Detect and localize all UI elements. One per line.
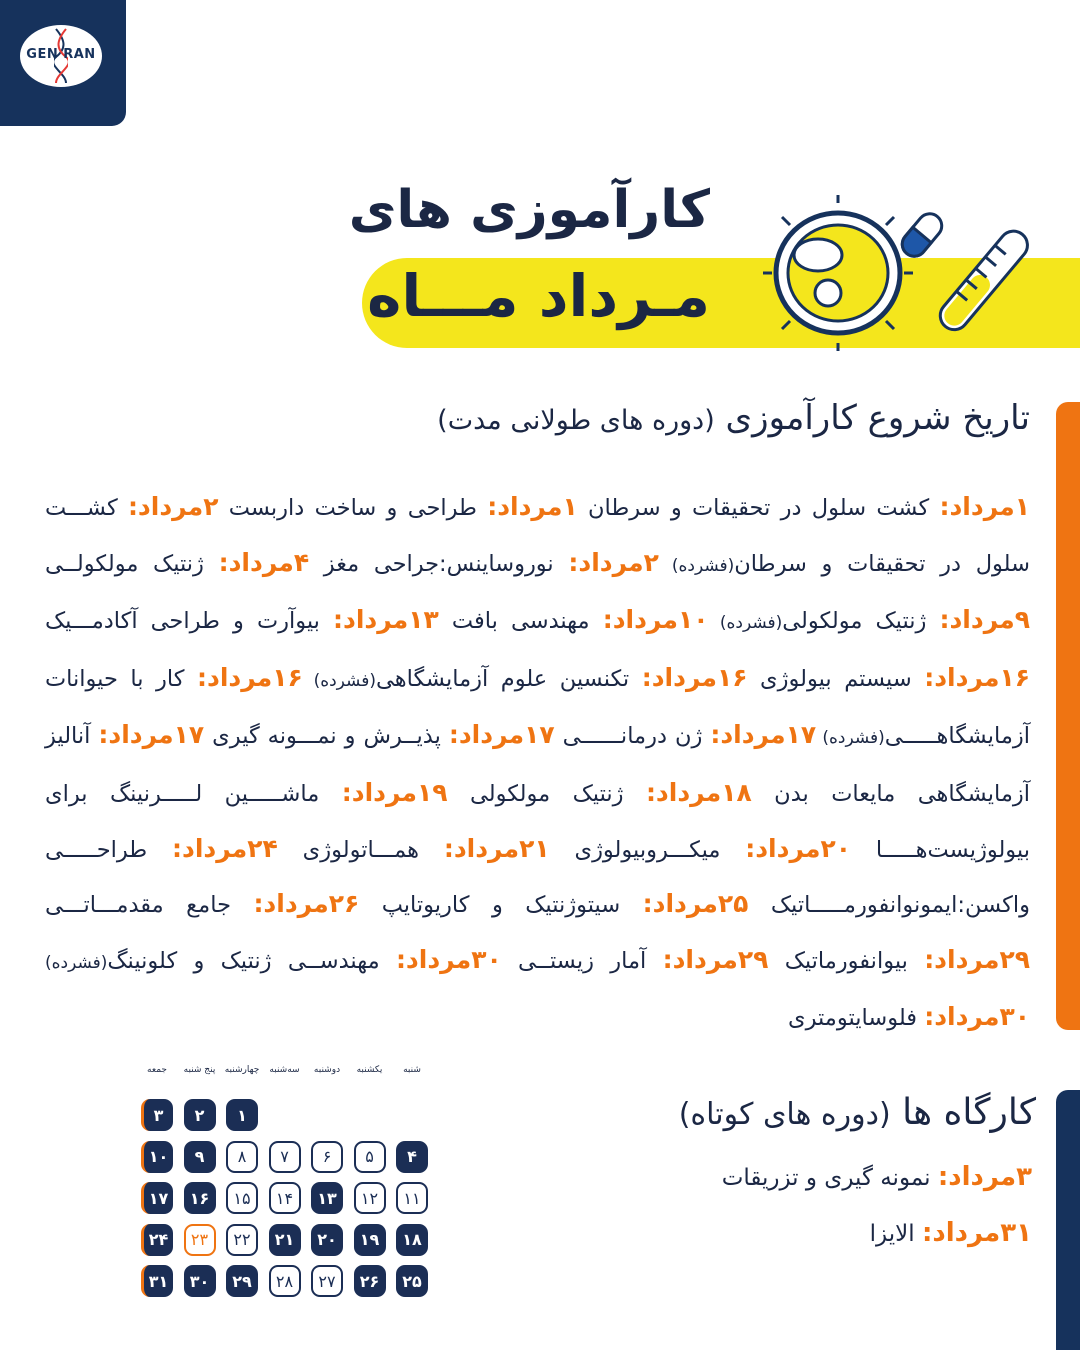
course-schedule-paragraph — [45, 480, 1030, 1046]
calendar-day: ۱۱ — [396, 1182, 428, 1214]
course-date: ۲۱مرداد: — [443, 833, 550, 863]
course-name: بیوانفورماتیک — [768, 947, 925, 974]
test-tube-icon — [935, 225, 1034, 335]
calendar-day: ۲۹ — [226, 1265, 258, 1297]
accent-bar-orange — [1056, 402, 1080, 1030]
course-name: بیوآرت و طراحی آکادمـــیک — [45, 608, 334, 635]
course-name: تکنسین علوم آزمایشگاهی — [376, 665, 642, 692]
course-name: ماشـــــین لـــــرنینگ برای بیولوژیست‌هـــــا — [45, 780, 1030, 863]
lab-illustration-icon — [760, 195, 1060, 355]
course-date: ۲مرداد: — [568, 547, 659, 577]
page-title-line2: مـرداد مـــاه — [367, 262, 710, 330]
course-note: (فشرده) — [302, 670, 376, 691]
calendar-day: ۱۲ — [354, 1182, 386, 1214]
calendar-weekday: یکشنبه — [356, 1065, 383, 1075]
calendar-day: ۲۵ — [396, 1265, 428, 1297]
logo-badge — [20, 25, 102, 87]
course-name: پذیــرش و نمـــونه گیری — [204, 723, 449, 750]
calendar-day: ۱ — [226, 1099, 258, 1131]
calendar-day: ۲۳ — [184, 1224, 216, 1256]
calendar-day: ۲۲ — [226, 1224, 258, 1256]
course-name: کشت سلول در تحقیقات و سرطان — [577, 495, 940, 521]
calendar-weekday: جمعه — [147, 1065, 167, 1075]
course-name: همـــاتولوژی — [277, 836, 444, 863]
section-subtitle: (دوره های کوتاه) — [678, 1097, 891, 1132]
calendar-day: ۱۹ — [354, 1224, 386, 1256]
course-name: کشـــت سلول در تحقیقات و سرطان — [45, 495, 1030, 577]
course-name: طراحی و ساخت داربست — [218, 495, 488, 521]
course-date: ۱۶مرداد: — [924, 662, 1031, 692]
calendar-day: ۱۷ — [141, 1182, 173, 1214]
course-name: آمار زیستــی — [501, 947, 663, 974]
course-name: کار با حیوانات آزمایشگاهـــــی — [45, 665, 1030, 750]
month-calendar — [140, 1065, 440, 1315]
course-date: ۱۳مرداد: — [333, 605, 439, 635]
course-name: آنالیز آزمایشگاهی مایعات بدن — [45, 723, 1031, 807]
calendar-day: ۲۰ — [311, 1224, 343, 1256]
calendar-day: ۱۳ — [311, 1182, 343, 1214]
course-name: ژنتیک مولکولی — [782, 608, 940, 635]
calendar-weekday: دوشنبه — [313, 1065, 341, 1075]
page-title-line1: کارآموزی های — [348, 180, 710, 240]
workshop-date: ۳۱مرداد: — [921, 1218, 1032, 1248]
course-name: ژن درمانــــــی — [554, 723, 711, 750]
calendar-weekday: چهارشنبه — [224, 1065, 260, 1075]
calendar-day: ۱۸ — [396, 1224, 428, 1256]
course-name: مهندسی بافت — [438, 608, 603, 635]
course-note: (فشرده) — [45, 952, 108, 973]
capsule-icon — [897, 209, 946, 261]
calendar-day: ۲۱ — [269, 1224, 301, 1256]
course-date: ۲۰مرداد: — [745, 833, 852, 863]
course-note: (فشرده) — [658, 555, 735, 576]
course-date: ۱مرداد: — [939, 492, 1030, 521]
course-name: میکـــروبیولوژی — [549, 836, 746, 863]
bacteria-icon — [763, 195, 913, 351]
course-name: فلوسایتومتری — [787, 1005, 925, 1032]
calendar-day: ۹ — [184, 1141, 216, 1173]
course-date: ۲۹مرداد: — [924, 944, 1030, 974]
workshop-item — [870, 1218, 1032, 1248]
calendar-day: ۷ — [269, 1141, 301, 1173]
course-date: ۲مرداد: — [127, 492, 219, 521]
course-date: ۱۶مرداد: — [641, 662, 748, 692]
course-date: ۳۰مرداد: — [395, 944, 502, 974]
section-title-text: کارگاه ها — [902, 1092, 1036, 1133]
calendar-weekday: سه‌شنبه — [269, 1065, 300, 1075]
section-subtitle: (دوره های طولانی مدت) — [437, 405, 715, 436]
section-title-text: تاریخ شروع کارآموزی — [725, 398, 1030, 438]
calendar-day: ۲۴ — [141, 1224, 173, 1256]
course-date: ۳۰مرداد: — [924, 1002, 1030, 1032]
calendar-day: ۸ — [226, 1141, 258, 1173]
course-note: (فشرده) — [708, 613, 783, 634]
course-note: (فشرده) — [816, 728, 885, 749]
course-date: ۱۶مرداد: — [197, 662, 303, 692]
section-title-workshops — [679, 1092, 1036, 1133]
calendar-day: ۲۶ — [354, 1265, 386, 1297]
course-date: ۴مرداد: — [218, 547, 310, 577]
course-date: ۲۴مرداد: — [172, 833, 278, 863]
workshop-date: ۳مرداد: — [937, 1162, 1032, 1192]
calendar-day: ۳ — [141, 1099, 173, 1131]
calendar-day: ۱۵ — [226, 1182, 258, 1214]
course-date: ۲۶مرداد: — [253, 889, 360, 919]
course-name: ژنتیک مولکولــی — [45, 550, 219, 577]
course-name: سیتوژنتیک و کاریوتایپ — [359, 892, 643, 919]
course-date: ۹مرداد: — [939, 605, 1031, 635]
workshop-name: الایزا — [869, 1221, 922, 1247]
calendar-day: ۴ — [396, 1141, 428, 1173]
calendar-day: ۱۰ — [141, 1141, 173, 1173]
logo-panel — [0, 0, 126, 126]
course-name: مهندســی ژنتیک و کلونینگ — [107, 947, 396, 974]
course-date: ۱۸مرداد: — [645, 777, 752, 807]
calendar-day: ۱۶ — [184, 1182, 216, 1214]
calendar-day: ۱۴ — [269, 1182, 301, 1214]
section-title-long-courses — [437, 398, 1030, 438]
course-name: جامع مقدمـــاتـــی — [45, 892, 254, 919]
calendar-weekday: شنبه — [403, 1065, 421, 1075]
course-name: نوروساینس:جراحی مغز — [309, 550, 569, 577]
calendar-weekday: پنج شنبه — [183, 1065, 216, 1075]
calendar-day: ۲۸ — [269, 1265, 301, 1297]
course-name: ژنتیک مولکولی — [447, 780, 646, 807]
course-name: سیستم بیولوژی — [747, 665, 925, 692]
workshop-name: نمونه گیری و تزریقات — [721, 1165, 938, 1191]
calendar-day: ۶ — [311, 1141, 343, 1173]
calendar-day: ۳۰ — [184, 1265, 216, 1297]
calendar-day: ۲ — [184, 1099, 216, 1131]
course-date: ۱مرداد: — [487, 492, 578, 521]
course-name: طراحـــــی واکسن:ایمونوانفورمـــــاتیک — [45, 836, 1030, 919]
logo-text: GEN RAN — [26, 47, 96, 62]
course-date: ۱۰مرداد: — [602, 605, 709, 635]
course-date: ۱۷مرداد: — [448, 720, 555, 750]
calendar-day: ۲۷ — [311, 1265, 343, 1297]
course-date: ۱۷مرداد: — [710, 720, 817, 750]
calendar-day: ۳۱ — [141, 1265, 173, 1297]
course-date: ۲۹مرداد: — [662, 944, 769, 974]
course-date: ۱۷مرداد: — [98, 720, 205, 750]
workshop-item — [722, 1162, 1032, 1192]
course-date: ۱۹مرداد: — [341, 777, 448, 807]
course-date: ۲۵مرداد: — [642, 889, 749, 919]
accent-bar-navy — [1056, 1090, 1080, 1350]
calendar-day: ۵ — [354, 1141, 386, 1173]
